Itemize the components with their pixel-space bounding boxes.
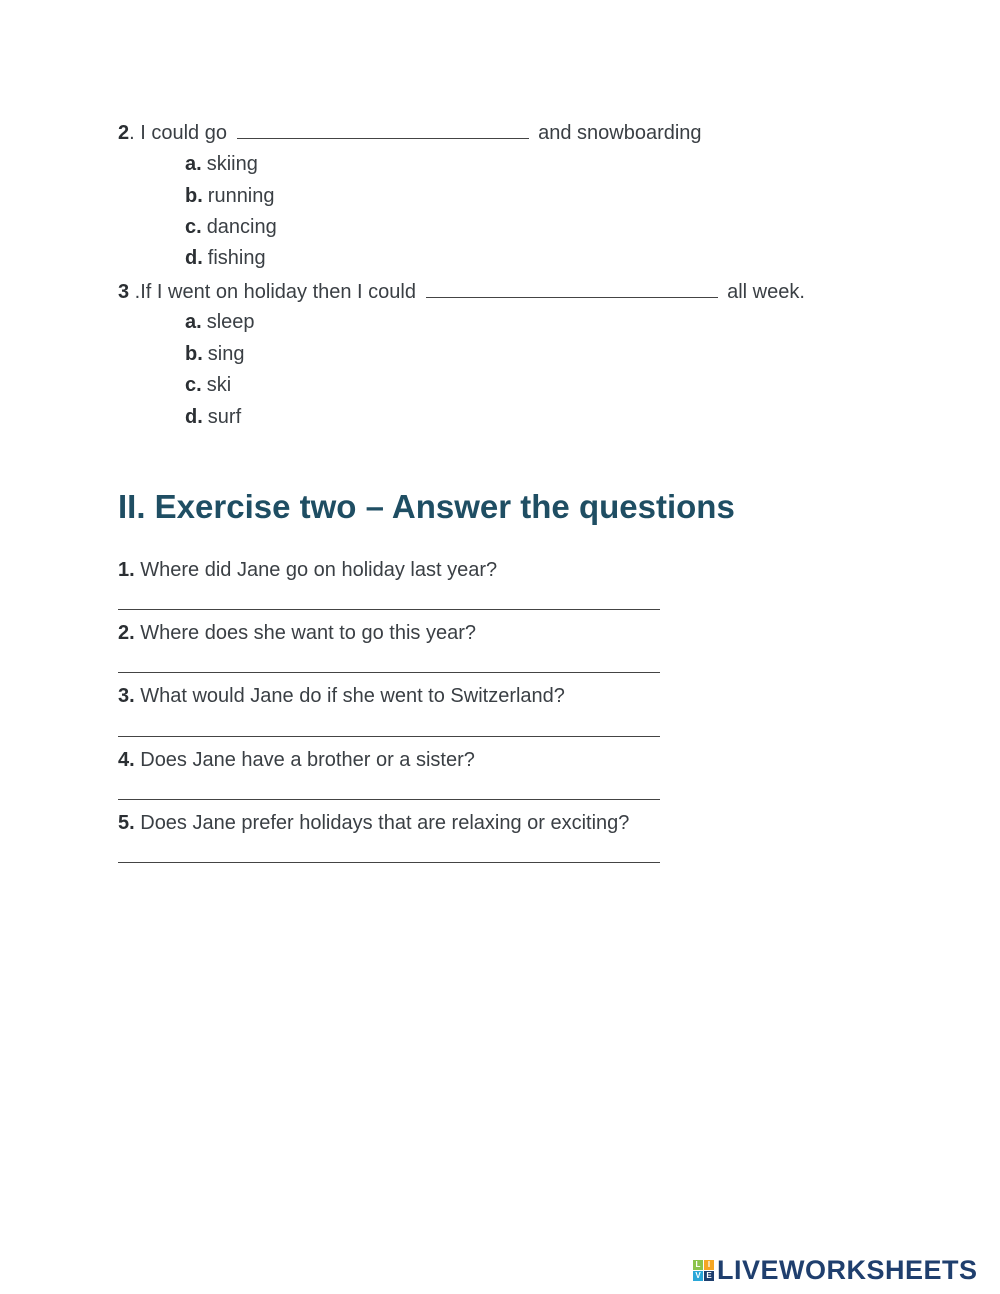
- fill-in-blank[interactable]: [426, 279, 718, 298]
- answer-field-4[interactable]: [118, 799, 660, 800]
- answer-question-3: [118, 684, 565, 708]
- answer-question-4: [118, 748, 475, 772]
- logo-mark-cell: V: [693, 1271, 703, 1281]
- option-letter: c.: [185, 216, 202, 238]
- question-number: 1.: [118, 559, 135, 581]
- option-c[interactable]: [185, 215, 277, 239]
- option-b[interactable]: [185, 342, 244, 366]
- option-letter: b.: [185, 185, 203, 207]
- option-d[interactable]: [185, 246, 266, 270]
- answer-field-3[interactable]: [118, 736, 660, 737]
- section-title: II. Exercise two – Answer the questions: [118, 488, 735, 525]
- option-a[interactable]: [185, 310, 255, 334]
- question-number: 5.: [118, 812, 135, 834]
- question-text-before: .If I went on holiday then I could: [129, 281, 422, 303]
- option-b[interactable]: [185, 184, 275, 208]
- answer-question-2: [118, 621, 476, 645]
- option-text: fishing: [207, 247, 266, 269]
- question-number: 3.: [118, 685, 135, 707]
- option-letter: d.: [185, 247, 203, 269]
- option-text: ski: [206, 374, 232, 396]
- question-text-after: and snowboarding: [532, 122, 702, 144]
- option-text: sing: [207, 343, 245, 365]
- option-c[interactable]: [185, 373, 231, 397]
- option-d[interactable]: [185, 405, 241, 429]
- option-letter: d.: [185, 406, 203, 428]
- question-number: 2.: [118, 622, 135, 644]
- logo-mark-cell: E: [704, 1271, 714, 1281]
- logo-text: LIVEWORKSHEETS: [717, 1254, 978, 1285]
- option-letter: c.: [185, 374, 202, 396]
- answer-question-5: [118, 811, 629, 835]
- logo-mark-icon: [693, 1260, 714, 1281]
- question-number: 2: [118, 122, 130, 144]
- option-text: skiing: [206, 153, 258, 175]
- answer-field-2[interactable]: [118, 672, 660, 673]
- fill-in-blank[interactable]: [237, 120, 529, 139]
- option-letter: b.: [185, 343, 203, 365]
- option-letter: a.: [185, 153, 202, 175]
- option-text: sleep: [206, 311, 255, 333]
- option-text: surf: [207, 406, 242, 428]
- liveworksheets-logo: [693, 1255, 978, 1285]
- question-text: Where does she want to go this year?: [134, 622, 476, 644]
- option-text: running: [207, 185, 275, 207]
- answer-field-5[interactable]: [118, 862, 660, 863]
- question-number: 3: [118, 281, 130, 303]
- question-text-before: . I could go: [129, 122, 233, 144]
- logo-mark-cell: L: [693, 1260, 703, 1270]
- question-3: [118, 279, 805, 304]
- question-2: [118, 120, 702, 145]
- question-text-after: all week.: [721, 281, 805, 303]
- option-text: dancing: [206, 216, 277, 238]
- question-number: 4.: [118, 749, 135, 771]
- option-letter: a.: [185, 311, 202, 333]
- option-a[interactable]: [185, 152, 258, 176]
- answer-question-1: [118, 558, 497, 582]
- question-text: Where did Jane go on holiday last year?: [134, 559, 498, 581]
- question-text: Does Jane prefer holidays that are relaxing or exciting?: [134, 812, 630, 834]
- question-text: Does Jane have a brother or a sister?: [134, 749, 475, 771]
- answer-field-1[interactable]: [118, 609, 660, 610]
- logo-mark-cell: I: [704, 1260, 714, 1270]
- question-text: What would Jane do if she went to Switzerland?: [134, 685, 565, 707]
